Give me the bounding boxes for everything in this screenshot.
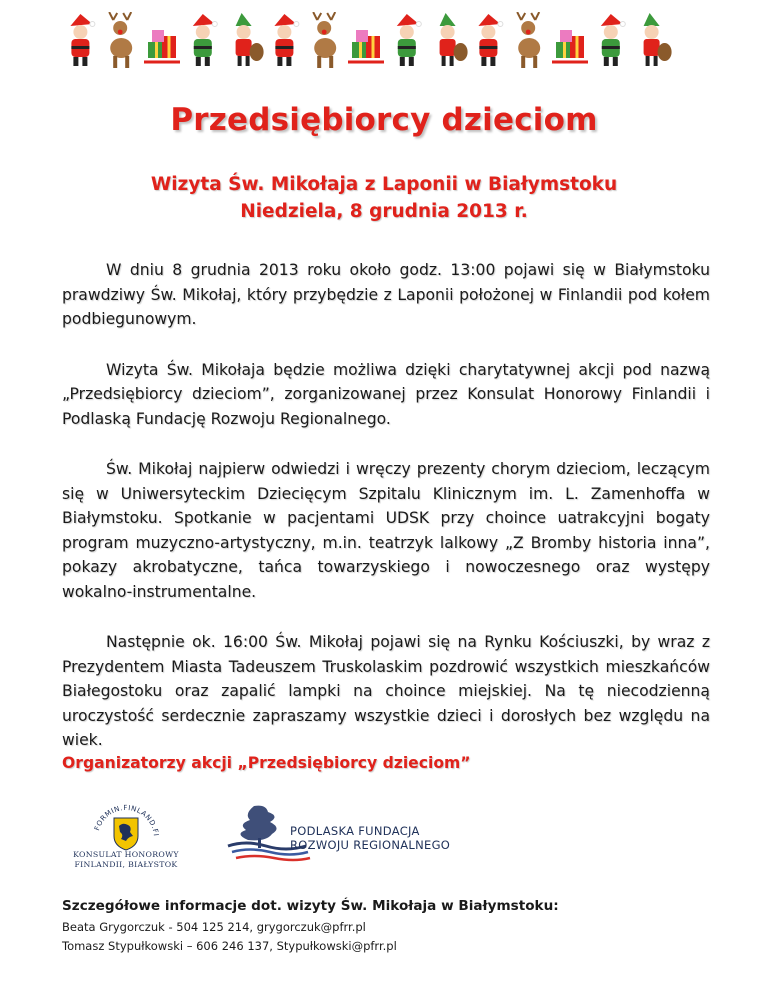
- pfrr-line2: ROZWOJU REGIONALNEGO: [290, 838, 451, 852]
- paragraph: Następnie ok. 16:00 Św. Mikołaj pojawi się na Rynku Kościuszki, by wraz z Prezydentem Miasta Tadeuszem Truskolaskim pozdrowić wszystkich mieszkańców Białegostoku oraz zapalić lampki na choince miejskiej. Na tę niecodzienną uroczystość serdecznie zapraszamy wszystkie dzieci i dorosłych bez względu na wiek.: [62, 633, 710, 749]
- organizers-heading: Organizatorzy akcji „Przedsiębiorcy dzieciom”: [62, 754, 471, 772]
- event-subtitle: Wizyta Św. Mikołaja z Laponii w Białymstoku: [150, 174, 618, 195]
- paragraph: Wizyta Św. Mikołaja będzie możliwa dzięki charytatywnej akcji pod nazwą „Przedsiębiorcy dzieciom”, zorganizowanej przez Konsulat Honorowy Finlandii i Podlaską Fundację Rozwoju Regionalnego.: [62, 360, 710, 428]
- christmas-banner-icon: [60, 12, 672, 74]
- pfrr-line1: PODLASKA FUNDACJA: [290, 824, 420, 838]
- paragraph: Św. Mikołaj najpierw odwiedzi i wręczy prezenty chorym dzieciom, leczącym się w Uniwersyteckim Dziecięcym Szpitalu Klinicznym im. L. Zamenhoffa w Białymstoku. Spotkanie w pacjentami UDSK przy choince uatrakcyjni bogaty program muzyczno-artystyczny, m.in. teatrzyk lalkowy „Z Bromby historia inna”, pokazy akrobatyczne, tańca towarzyskiego i nowoczesnego oraz występy wokalno-instrumentalne.: [62, 460, 710, 601]
- contact-line: Beata Grygorczuk - 504 125 214, grygorczuk@pfrr.pl: [62, 920, 366, 934]
- lion-emblem-icon: [114, 818, 138, 850]
- event-date: Niedziela, 8 grudnia 2013 r.: [240, 201, 528, 222]
- konsulat-name: [66, 850, 186, 870]
- article-body: [62, 258, 710, 779]
- page-title: Przedsiębiorcy dzieciom: [170, 102, 598, 138]
- logo-ring-text: FORMIN.FINLAND.FI: [93, 803, 160, 837]
- contact-line: Tomasz Stypułkowski – 606 246 137, Stypułkowski@pfrr.pl: [62, 939, 397, 953]
- paragraph: W dniu 8 grudnia 2013 roku około godz. 13:00 pojawi się w Białymstoku prawdziwy Św. Mikołaj, który przybędzie z Laponii położonej w Finlandii pod kołem podbiegunowym.: [62, 261, 710, 328]
- konsulat-line2: FINLANDII, BIAŁYSTOK: [74, 860, 178, 869]
- konsulat-line1: KONSULAT HONOROWY: [73, 850, 179, 859]
- pfrr-name: [290, 824, 450, 852]
- contact-heading: Szczegółowe informacje dot. wizyty Św. Mikołaja w Białymstoku:: [62, 898, 559, 914]
